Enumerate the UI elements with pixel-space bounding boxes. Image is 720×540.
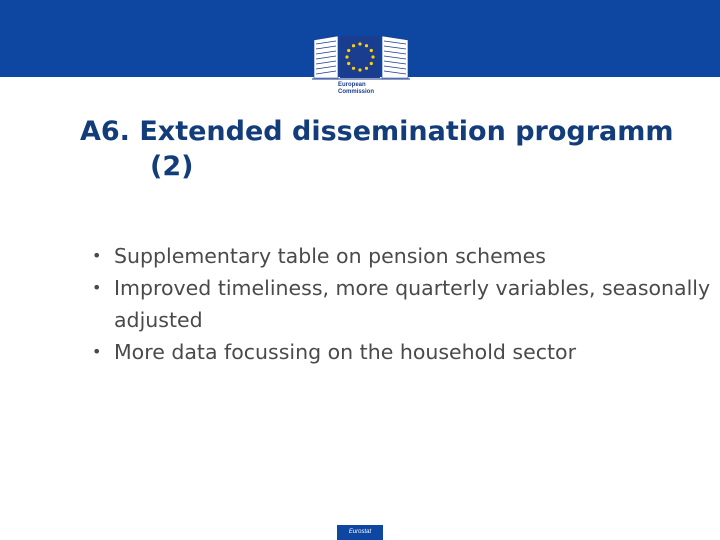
logo-line-2: Commission [338,89,375,95]
logo-line-1: European [338,82,366,88]
eurostat-logo [337,525,383,540]
bullet-item [92,272,712,336]
bullet-text: Supplementary table on pension schemes [114,244,546,268]
bullet-dot-icon: • [92,342,102,361]
bullet-dot-icon: • [92,246,102,265]
bullet-text: Improved timeliness, more quarterly variables, seasonally adjusted [114,276,711,332]
slide-title-line-1: A6. Extended dissemination programm [80,116,674,147]
slide-title-line-2: (2) [150,151,194,182]
bullet-list [92,240,712,368]
slide-title [80,114,720,184]
bullet-item [92,336,712,368]
commission-building-icon [312,22,410,82]
bullet-dot-icon: • [92,278,102,297]
european-commission-logo [312,22,410,100]
eurostat-logo-text: Eurostat [348,529,372,535]
logo-wordmark [338,82,374,96]
bullet-item [92,240,712,272]
bullet-text: More data focussing on the household sector [114,340,576,364]
